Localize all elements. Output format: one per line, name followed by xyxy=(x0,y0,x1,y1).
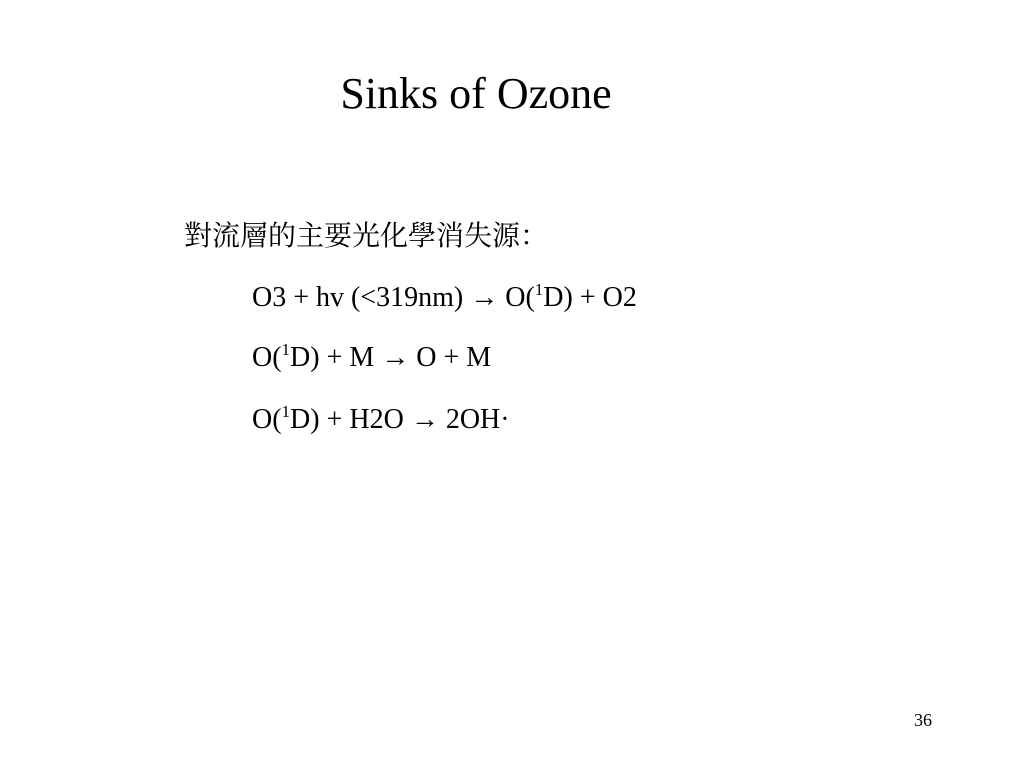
reaction-text: D) + H2O → 2OH· xyxy=(290,404,510,435)
intro-text: 對流層的主要光化學消失源： xyxy=(184,219,549,252)
reaction-text: O3 + hv (<319nm) → O( xyxy=(252,282,535,313)
reaction-line xyxy=(252,338,491,378)
reaction-text: O( xyxy=(252,342,282,373)
reaction-text: O( xyxy=(252,404,282,435)
reaction-line xyxy=(252,278,637,318)
reaction-line xyxy=(252,400,510,440)
reaction-text: D) + O2 xyxy=(543,282,637,313)
reaction-superscript: 1 xyxy=(534,279,544,299)
reaction-superscript: 1 xyxy=(281,401,291,421)
page-number: 36 xyxy=(914,710,932,730)
reaction-superscript: 1 xyxy=(281,339,291,359)
reaction-text: D) + M → O + M xyxy=(290,342,492,373)
slide-title: Sinks of Ozone xyxy=(340,69,612,118)
